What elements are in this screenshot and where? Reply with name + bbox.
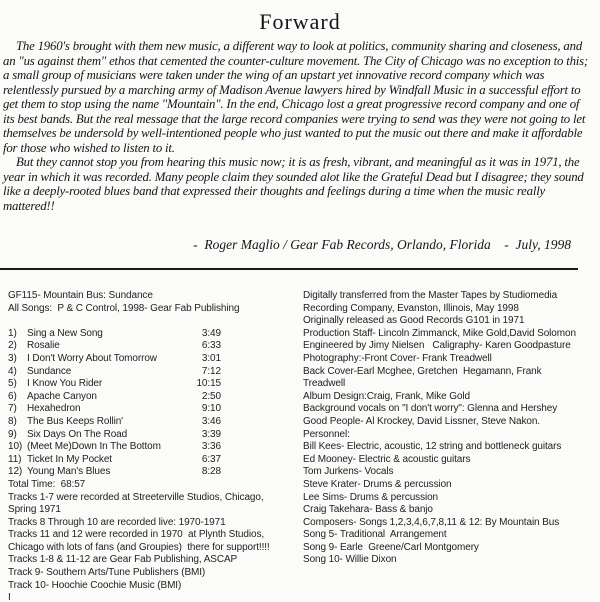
credit-line: Recording Company, Evanston, Illinois, May 1998 xyxy=(303,302,519,314)
track-time: 3:49 xyxy=(201,327,221,339)
track-number: 6) xyxy=(8,390,17,402)
track-row xyxy=(8,378,221,391)
track-list xyxy=(8,328,300,479)
track-title: (Meet Me)Down In The Bottom xyxy=(27,441,161,453)
track-title: Sundance xyxy=(27,365,72,377)
forward-text xyxy=(3,39,590,213)
right-credits xyxy=(303,290,598,567)
credits-column xyxy=(303,290,598,567)
credit-line: Song 9- Earle Greene/Carl Montgomery xyxy=(303,541,479,553)
recording-note-line: I xyxy=(8,592,11,602)
recording-note-line: Tracks 8 Through 10 are recorded live: 1970-1971 xyxy=(8,516,226,528)
credit-line: Photography:-Front Cover- Frank Treadwell xyxy=(303,352,492,364)
track-number: 4) xyxy=(8,365,17,377)
credit-line: Tom Jurkens- Vocals xyxy=(303,466,394,478)
track-title: Apache Canyon xyxy=(27,390,97,402)
track-number: 8) xyxy=(8,415,17,427)
track-number: 11) xyxy=(8,453,22,465)
total-time: Total Time: 68:57 xyxy=(8,478,86,490)
track-title: Rosalie xyxy=(27,340,60,352)
track-row xyxy=(8,454,221,467)
track-row xyxy=(8,466,221,479)
catalog-line: GF115- Mountain Bus: Sundance xyxy=(8,290,153,301)
forward-paragraph-1: The 1960's brought with them new music, a different way to look at politics, community sharing and closeness, and an "us against them" ethos that cemented the counter-culture movement. The City of Chicago was no exception to this; a small group of musicians were taken under the wing of an upstart yet innovative record company which was relentlessly pursued by a marching army of Madison Avenue lawyers hired by Windfall Music in a successful effort to get them to stop using the name "Mountain". In the end, Chicago lost a great progressive record company and one of its best bands. But the real message that the large record companies were trying to send was they were not going to let themselves be undersold by well-intentioned people who just wanted to put the music out there and make it affordable for those who wished to listen to it. xyxy=(3,39,588,155)
track-number: 2) xyxy=(8,340,17,352)
track-number: 12) xyxy=(8,466,23,478)
left-notes xyxy=(8,492,300,602)
track-time: 9:10 xyxy=(201,403,221,415)
track-time: 3:01 xyxy=(201,352,221,364)
track-row xyxy=(8,353,221,366)
track-row xyxy=(8,391,221,404)
credit-line: Craig Takehara- Bass & banjo xyxy=(303,504,433,516)
track-time: 3:46 xyxy=(201,415,221,427)
track-time: 6:33 xyxy=(201,340,221,352)
recording-note-line: Spring 1971 xyxy=(8,504,61,516)
rights-line: All Songs: P & C Control, 1998- Gear Fab Publishing xyxy=(8,302,240,314)
credit-line: Good People- Al Krockey, David Lissner, Steve Nakon. xyxy=(303,415,540,427)
track-title: The Bus Keeps Rollin' xyxy=(27,415,123,427)
credit-line: Ed Mooney- Electric & acoustic guitars xyxy=(303,453,471,465)
track-time: 8:28 xyxy=(201,466,221,478)
credit-line: Song 5- Traditional Arrangement xyxy=(303,529,447,541)
track-time: 10:15 xyxy=(196,378,221,390)
recording-note-line: Tracks 11 and 12 were recorded in 1970 at Plynth Studios, xyxy=(8,529,265,541)
track-title: I Don't Worry About Tomorrow xyxy=(27,352,157,364)
credit-line: Song 10- Willie Dixon xyxy=(303,554,397,566)
recording-note-line: Tracks 1-7 were recorded at Streeterville Studios, Chicago, xyxy=(8,491,264,503)
track-number: 1) xyxy=(8,327,17,339)
track-time: 7:12 xyxy=(201,365,221,377)
track-time: 2:50 xyxy=(201,390,221,402)
track-row xyxy=(8,403,221,416)
forward-byline: - Roger Maglio / Gear Fab Records, Orlando, Florida - July, 1998 xyxy=(193,237,571,252)
page-title: Forward xyxy=(259,9,341,34)
credit-line: Personnel: xyxy=(303,428,350,440)
track-time: 3:39 xyxy=(201,428,221,440)
recording-note-line: Chicago with lots of fans (and Groupies) there for support!!!! xyxy=(8,541,270,553)
recording-note-line: Track 9- Southern Arts/Tune Publishers (BMI) xyxy=(8,567,206,579)
track-title: Six Days On The Road xyxy=(27,428,128,440)
track-number: 9) xyxy=(8,428,17,440)
track-row xyxy=(8,366,221,379)
recording-note-line: Track 10- Hoochie Coochie Music (BMI) xyxy=(8,579,182,591)
track-row xyxy=(8,328,221,341)
track-time: 6:37 xyxy=(201,453,221,465)
credit-line: Engineered by Jimy Nielsen Caligraphy- Karen Goodpasture xyxy=(303,340,571,352)
credit-line: Treadwell xyxy=(303,378,346,390)
recording-note-line: Tracks 1-8 & 11-12 are Gear Fab Publishing, ASCAP xyxy=(8,554,238,566)
track-time: 3:36 xyxy=(201,441,221,453)
track-row xyxy=(8,441,221,454)
credit-line: Background vocals on "I don't worry": Glenna and Hershey xyxy=(303,403,558,415)
tracklist-column xyxy=(8,290,300,602)
credit-line: Back Cover-Earl Mcghee, Gretchen Hegamann, Frank xyxy=(303,365,542,377)
track-title: Hexahedron xyxy=(27,403,81,415)
track-number: 5) xyxy=(8,378,17,390)
track-number: 10) xyxy=(8,441,23,453)
credit-line: Album Design:Craig, Frank, Mike Gold xyxy=(303,390,471,402)
section-divider xyxy=(0,268,578,270)
track-title: Sing a New Song xyxy=(27,327,103,339)
credit-line: Composers- Songs 1,2,3,4,6,7,8,11 & 12: By Mountain Bus xyxy=(303,516,560,528)
track-title: Young Man's Blues xyxy=(27,466,111,478)
forward-paragraph-2: But they cannot stop you from hearing this music now; it is as fresh, vibrant, and meaningful as it was in 1971, the year in which it was recorded. Many people claim they sounded alot like the Grateful Dead but I disagree; they sound like a deeply-rooted blues band that expressed their thoughts and feelings during a time when the music really mattered!! xyxy=(3,155,584,213)
track-row xyxy=(8,429,221,442)
credit-line: Steve Krater- Drums & percussion xyxy=(303,478,452,490)
track-number: 7) xyxy=(8,403,17,415)
credit-line: Digitally transferred from the Master Tapes by Studiomedia xyxy=(303,290,558,301)
track-row xyxy=(8,416,221,429)
credit-line: Originally released as Good Records G101 in 1971 xyxy=(303,315,525,327)
track-number: 3) xyxy=(8,352,17,364)
track-row xyxy=(8,340,221,353)
track-title: I Know You Rider xyxy=(27,378,103,390)
credit-line: Lee Sims- Drums & percussion xyxy=(303,491,439,503)
track-title: Ticket In My Pocket xyxy=(27,453,112,465)
credit-line: Production Staff- Lincoln Zimmanck, Mike Gold,David Solomon xyxy=(303,327,576,339)
credit-line: Bill Kees- Electric, acoustic, 12 string and bottleneck guitars xyxy=(303,441,562,453)
